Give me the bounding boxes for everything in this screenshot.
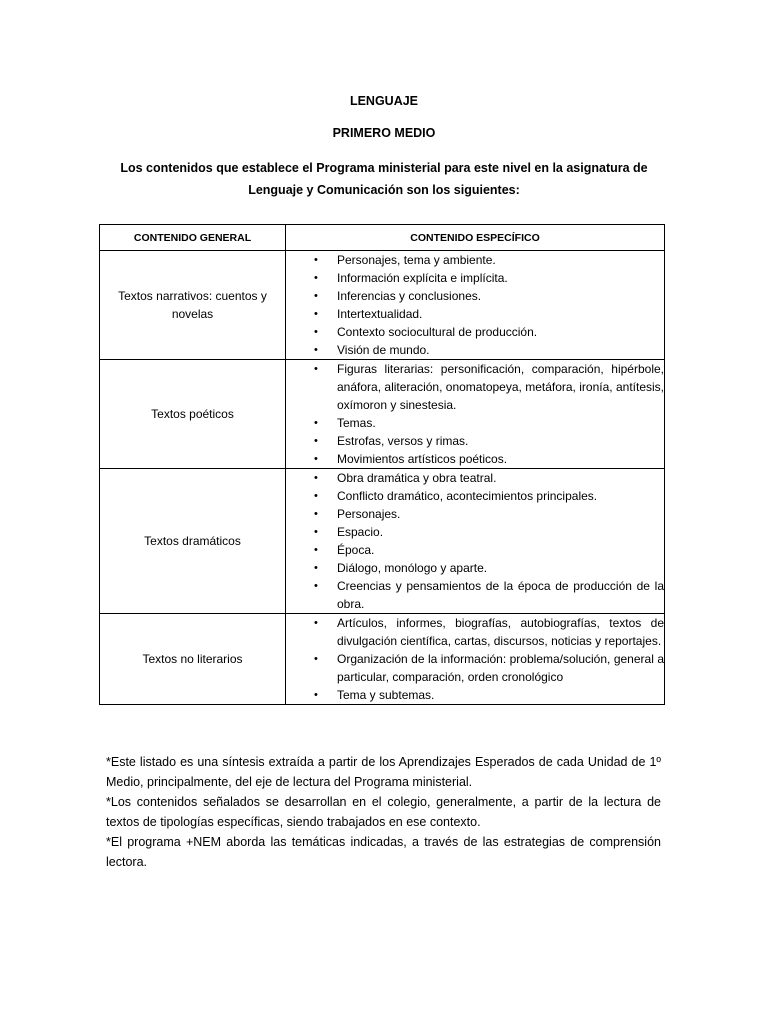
- list-item: [286, 414, 664, 432]
- list-item: [286, 559, 664, 577]
- bullet-icon: •: [314, 653, 318, 665]
- list-item: [286, 614, 664, 650]
- list-item-text: Movimientos artísticos poéticos.: [337, 452, 508, 466]
- general-content-cell: Textos no literarios: [100, 614, 286, 705]
- bullet-icon: •: [314, 508, 318, 520]
- general-content-cell: Textos poéticos: [100, 360, 286, 469]
- bullet-icon: •: [314, 544, 318, 556]
- list-item: [286, 650, 664, 686]
- specific-content-cell: [286, 614, 665, 705]
- list-item: [286, 541, 664, 559]
- list-item: [286, 323, 664, 341]
- specific-content-list: [286, 251, 664, 359]
- list-item-text: Organización de la información: problema/solución, general a particular, comparación, orden cronológico: [337, 652, 664, 684]
- footnote: *Este listado es una síntesis extraída a partir de los Aprendizajes Esperados de cada Unidad de 1º Medio, principalmente, del eje de lectura del Programa ministerial.: [106, 755, 661, 789]
- bullet-icon: •: [314, 490, 318, 502]
- list-item-text: Información explícita e implícita.: [337, 271, 508, 285]
- bullet-icon: •: [314, 344, 318, 356]
- list-item: [286, 287, 664, 305]
- footnotes: [106, 752, 661, 872]
- list-item: [286, 251, 664, 269]
- list-item-text: Espacio.: [337, 525, 384, 539]
- specific-content-list: [286, 360, 664, 468]
- list-item-text: Temas.: [337, 416, 376, 430]
- bullet-icon: •: [314, 272, 318, 284]
- bullet-icon: •: [314, 689, 318, 701]
- list-item: [286, 523, 664, 541]
- header-general: CONTENIDO GENERAL: [100, 225, 286, 251]
- list-item: [286, 341, 664, 359]
- list-item: [286, 432, 664, 450]
- list-item-text: Visión de mundo.: [337, 343, 430, 357]
- list-item-text: Creencias y pensamientos de la época de producción de la obra.: [337, 579, 664, 611]
- table-row: [100, 360, 665, 469]
- table-header-row: [100, 225, 665, 251]
- list-item-text: Contexto sociocultural de producción.: [337, 325, 538, 339]
- footnote: *Los contenidos señalados se desarrollan en el colegio, generalmente, a partir de la lectura de textos de tipologías específicas, siendo trabajados en ese contexto.: [106, 795, 661, 829]
- bullet-icon: •: [314, 617, 318, 629]
- list-item-text: Estrofas, versos y rimas.: [337, 434, 469, 448]
- specific-content-cell: [286, 360, 665, 469]
- bullet-icon: •: [314, 453, 318, 465]
- list-item: [286, 450, 664, 468]
- list-item-text: Tema y subtemas.: [337, 688, 435, 702]
- specific-content-cell: [286, 469, 665, 614]
- bullet-icon: •: [314, 326, 318, 338]
- list-item: [286, 360, 664, 414]
- document-title: LENGUAJE: [349, 94, 419, 108]
- list-item-text: Figuras literarias: personificación, comparación, hipérbole, anáfora, aliteración, onomatopeya, metáfora, ironía, antítesis, oxímoron y sinestesia.: [337, 362, 664, 412]
- table-row: [100, 251, 665, 360]
- bullet-icon: •: [314, 308, 318, 320]
- specific-content-list: [286, 614, 664, 704]
- contents-table: [99, 224, 665, 705]
- list-item-text: Conflicto dramático, acontecimientos principales.: [337, 489, 598, 503]
- list-item-text: Artículos, informes, biografías, autobiografías, textos de divulgación científica, cartas, discursos, noticias y reportajes.: [337, 616, 664, 648]
- intro-paragraph: Los contenidos que establece el Programa ministerial para este nivel en la asignatura de Lenguaje y Comunicación son los siguientes:: [120, 161, 648, 197]
- list-item-text: Personajes.: [337, 507, 401, 521]
- specific-content-list: [286, 469, 664, 613]
- bullet-icon: •: [314, 435, 318, 447]
- list-item: [286, 577, 664, 613]
- list-item-text: Inferencias y conclusiones.: [337, 289, 482, 303]
- general-content-cell: Textos narrativos: cuentos y novelas: [100, 251, 286, 360]
- document-subtitle: PRIMERO MEDIO: [332, 126, 436, 140]
- bullet-icon: •: [314, 254, 318, 266]
- bullet-icon: •: [314, 472, 318, 484]
- list-item-text: Intertextualidad.: [337, 307, 423, 321]
- list-item: [286, 305, 664, 323]
- list-item-text: Obra dramática y obra teatral.: [337, 471, 497, 485]
- footnote: *El programa +NEM aborda las temáticas indicadas, a través de las estrategias de comprensión lectora.: [106, 835, 661, 869]
- bullet-icon: •: [314, 526, 318, 538]
- bullet-icon: •: [314, 417, 318, 429]
- bullet-icon: •: [314, 290, 318, 302]
- table-body: [100, 251, 665, 705]
- list-item: [286, 269, 664, 287]
- specific-content-cell: [286, 251, 665, 360]
- bullet-icon: •: [314, 580, 318, 592]
- list-item: [286, 505, 664, 523]
- table-row: [100, 469, 665, 614]
- bullet-icon: •: [314, 562, 318, 574]
- list-item-text: Época.: [337, 543, 375, 557]
- list-item-text: Personajes, tema y ambiente.: [337, 253, 496, 267]
- general-content-cell: Textos dramáticos: [100, 469, 286, 614]
- header-specific: CONTENIDO ESPECÍFICO: [286, 225, 665, 251]
- bullet-icon: •: [314, 363, 318, 375]
- list-item-text: Diálogo, monólogo y aparte.: [337, 561, 488, 575]
- list-item: [286, 487, 664, 505]
- table-row: [100, 614, 665, 705]
- list-item: [286, 469, 664, 487]
- list-item: [286, 686, 664, 704]
